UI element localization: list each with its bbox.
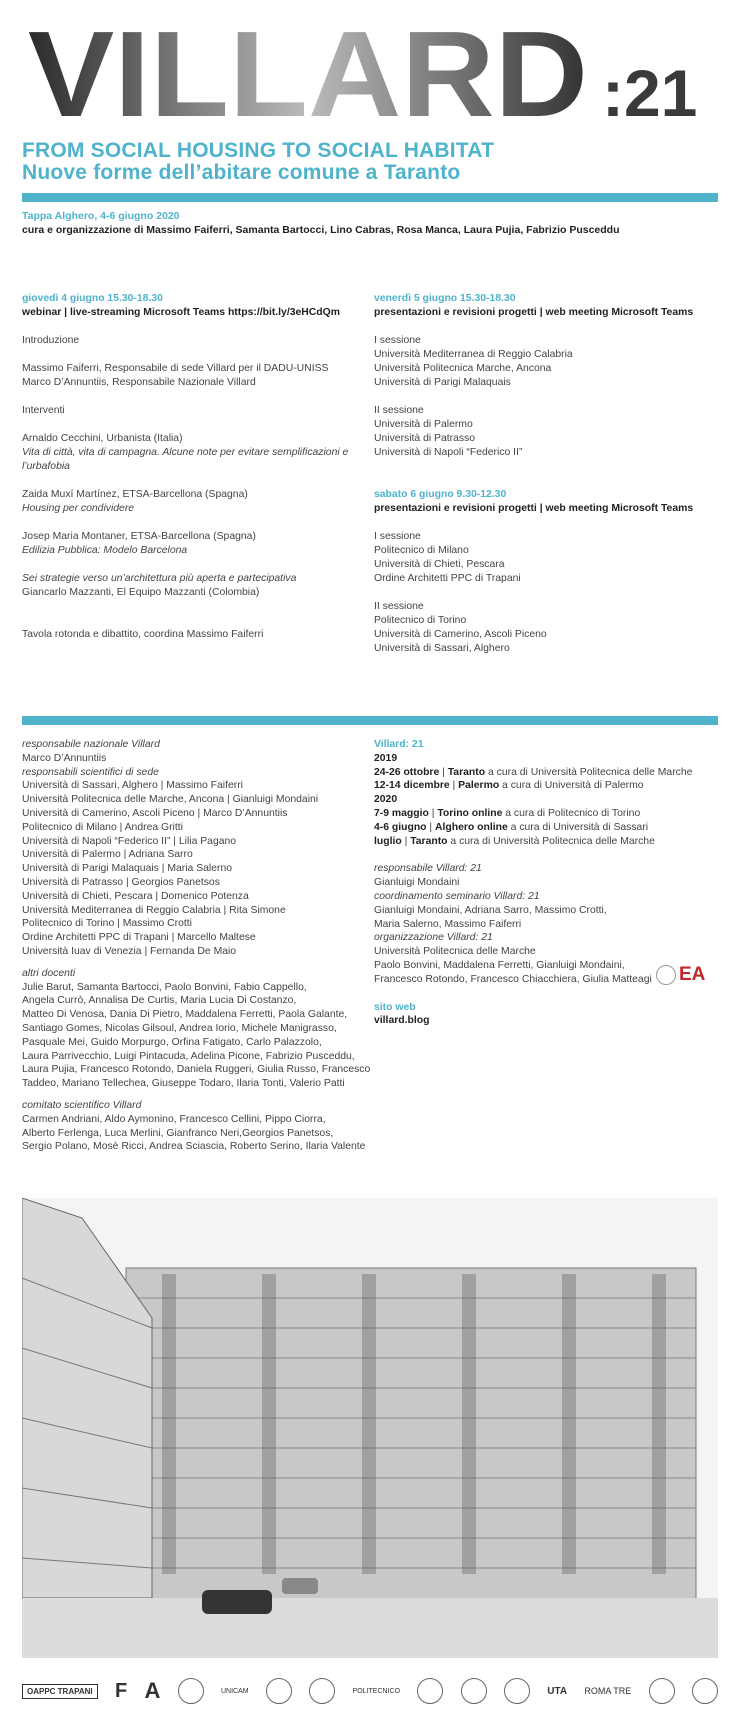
speaker-talk: Housing per condividere bbox=[22, 503, 135, 514]
tappa-text: Tappa Alghero, 4-6 giugno 2020 bbox=[22, 210, 180, 222]
unicam-logo: UNICAM bbox=[221, 1687, 249, 1695]
logo-text: VILLARD bbox=[28, 18, 588, 130]
session-item: Università di Napoli “Federico II” bbox=[374, 447, 523, 458]
intro-line: Marco D’Annuntiis, Responsabile Nazionale Villard bbox=[22, 377, 256, 388]
credits-line: Santiago Gomes, Nicolas Gilsoul, Andrea Iorio, Michele Manigrasso, bbox=[22, 1022, 337, 1034]
day-thursday: giovedì 4 giugno 15.30-18.30 bbox=[22, 293, 163, 304]
roma-tre-logo: ROMA TRE bbox=[584, 1686, 632, 1696]
divider-middle bbox=[22, 716, 718, 725]
credits-line: Università Iuav di Venezia | Fernanda De Maio bbox=[22, 945, 237, 957]
speaker-name: Josep Maria Montaner, ETSA-Barcellona (Spagna) bbox=[22, 531, 256, 542]
speaker-talk: Vita di città, vita di campagna. Alcune note per evitare semplificazioni e bbox=[22, 447, 349, 458]
credits-line: Carmen Andriani, Aldo Aymonino, Francesco Cellini, Pippo Ciorra, bbox=[22, 1113, 326, 1125]
university-seal-icon bbox=[309, 1678, 335, 1704]
event-date: 7-9 maggio bbox=[374, 807, 429, 819]
university-seal-icon bbox=[417, 1678, 443, 1704]
credits-line: Marco D’Annuntiis bbox=[22, 752, 107, 764]
session-item: Ordine Architetti PPC di Trapani bbox=[374, 573, 521, 584]
speaker-name: Giancarlo Mazzanti, El Equipo Mazzanti (Colombia) bbox=[22, 587, 260, 598]
session-item: Università di Palermo bbox=[374, 419, 473, 430]
ea-logo-text: EA bbox=[679, 964, 706, 985]
day-saturday: sabato 6 giugno 9.30-12.30 bbox=[374, 489, 507, 500]
event-city: Torino online bbox=[437, 807, 503, 819]
credits-line: Politecnico di Torino | Massimo Crotti bbox=[22, 918, 192, 930]
credits-line: Università di Napoli “Federico II” | Lilia Pagano bbox=[22, 835, 237, 847]
speaker-talk: Sei strategie verso un’architettura più aperta e partecipativa bbox=[22, 573, 297, 584]
credits-line: Università di Camerino, Ascoli Piceno | Marco D’Annuntiis bbox=[22, 807, 288, 819]
credits-line: Università di Palermo | Adriana Sarro bbox=[22, 849, 193, 861]
session-item: Università di Camerino, Ascoli Piceno bbox=[374, 629, 547, 640]
university-seal-icon bbox=[649, 1678, 675, 1704]
credits-label: responsabile nazionale Villard bbox=[22, 739, 160, 750]
credits-line: Taddeo, Mariano Tellechea, Giuseppe Todaro, Ilaria Tonti, Valerio Patti bbox=[22, 1078, 345, 1090]
cura-text: cura e organizzazione di Massimo Faiferri, Samanta Bartocci, Lino Cabras, Rosa Manca, Laura Pujia, Fabrizio Pusceddu bbox=[22, 224, 620, 236]
university-seal-icon bbox=[692, 1678, 718, 1704]
credits-line: Università di Sassari, Alghero | Massimo Faiferri bbox=[22, 780, 243, 792]
university-seal-icon bbox=[504, 1678, 530, 1704]
webinar-link[interactable]: webinar | live-streaming Microsoft Teams https://bit.ly/3eHCdQm bbox=[22, 307, 340, 318]
title-line2: Nuove forme dell’abitare comune a Taranto bbox=[22, 161, 461, 184]
program-right bbox=[374, 292, 718, 656]
f-logo: F bbox=[114, 1679, 128, 1702]
session-item: Università di Parigi Malaquais bbox=[374, 377, 511, 388]
villard-logo bbox=[24, 18, 724, 130]
ea-logo bbox=[656, 962, 716, 988]
intro-label: Introduzione bbox=[22, 335, 80, 346]
year-label: 2020 bbox=[374, 794, 398, 806]
session-item: Università Mediterranea di Reggio Calabria bbox=[374, 349, 573, 360]
credits-line: Pasquale Mei, Guido Morpurgo, Orfina Fatigato, Carlo Palazzolo, bbox=[22, 1036, 322, 1048]
ea-seal-icon bbox=[656, 965, 676, 985]
credits-line: Gianluigi Mondaini, Adriana Sarro, Massimo Crotti, bbox=[374, 904, 607, 916]
program-left bbox=[22, 292, 362, 642]
session-item: Università di Patrasso bbox=[374, 433, 476, 444]
event-date: 4-6 giugno bbox=[374, 821, 427, 833]
credits-label: responsabili scientifici di sede bbox=[22, 766, 159, 778]
day-desc: presentazioni e revisioni progetti | web meeting Microsoft Teams bbox=[374, 503, 694, 514]
event-desc: a cura di Politecnico di Torino bbox=[502, 807, 641, 819]
credits-line: Alberto Ferlenga, Luca Merlini, Gianfranco Neri,Georgios Panetsos, bbox=[22, 1127, 334, 1139]
session-item: Università di Sassari, Alghero bbox=[374, 643, 510, 654]
building-photo bbox=[22, 1198, 718, 1658]
sponsor-logos bbox=[22, 1666, 718, 1716]
event-city: Taranto bbox=[447, 766, 486, 778]
session-item: Politecnico di Torino bbox=[374, 615, 467, 626]
credits-label: responsabile Villard: 21 bbox=[374, 863, 482, 875]
intro-line: Massimo Faiferri, Responsabile di sede Villard per il DADU-UNISS bbox=[22, 363, 329, 374]
credits-line: Università di Chieti, Pescara | Domenico Potenza bbox=[22, 890, 249, 902]
divider-top bbox=[22, 193, 718, 202]
credits-line: Università Mediterranea di Reggio Calabria | Rita Simone bbox=[22, 904, 286, 916]
event-desc: a cura di Università Politecnica delle Marche bbox=[485, 766, 693, 778]
event-date: luglio bbox=[374, 835, 402, 847]
credits-line: Francesco Rotondo, Francesco Chiacchiera, Giulia Matteagi bbox=[374, 973, 652, 985]
page-title bbox=[22, 140, 494, 184]
speaker-talk: Edilizia Pubblica: Modelo Barcelona bbox=[22, 545, 188, 556]
university-seal-icon bbox=[178, 1678, 204, 1704]
credits-line: Sergio Polano, Mosè Ricci, Andrea Sciascia, Roberto Serino, Ilaria Valente bbox=[22, 1141, 366, 1153]
university-seal-icon bbox=[266, 1678, 292, 1704]
site-label: sito web bbox=[374, 1001, 416, 1013]
credits-line: Politecnico di Milano | Andrea Gritti bbox=[22, 821, 183, 833]
a-logo: A bbox=[144, 1678, 161, 1703]
interventi-label: Interventi bbox=[22, 405, 65, 416]
day-friday: venerdì 5 giugno 15.30-18.30 bbox=[374, 293, 516, 304]
credits-line: Ordine Architetti PPC di Trapani | Marcello Maltese bbox=[22, 932, 256, 944]
credits-line: Gianluigi Mondaini bbox=[374, 877, 460, 889]
event-city: Alghero online bbox=[435, 821, 508, 833]
credits-line: Julie Barut, Samanta Bartocci, Paolo Bonvini, Fabio Cappello, bbox=[22, 981, 307, 993]
session-item: Università Politecnica Marche, Ancona bbox=[374, 363, 552, 374]
speaker-name: Arnaldo Cecchini, Urbanista (Italia) bbox=[22, 433, 183, 444]
uta-logo: UTA bbox=[547, 1685, 568, 1697]
year-label: 2019 bbox=[374, 752, 398, 764]
session-item: Università di Chieti, Pescara bbox=[374, 559, 505, 570]
villard21-label: Villard: 21 bbox=[374, 739, 424, 750]
session-item: Politecnico di Milano bbox=[374, 545, 469, 556]
credits-line: Paolo Bonvini, Maddalena Ferretti, Gianluigi Mondaini, bbox=[374, 959, 625, 971]
session-label: I sessione bbox=[374, 335, 421, 346]
credits-line: Università di Parigi Malaquais | Maria Salerno bbox=[22, 863, 233, 875]
credits-line: Università Politecnica delle Marche, Ancona | Gianluigi Mondaini bbox=[22, 794, 319, 806]
politecnico-logo: POLITECNICO bbox=[352, 1687, 401, 1695]
event-city: Palermo bbox=[458, 780, 500, 792]
event-desc: a cura di Università Politecnica delle Marche bbox=[447, 835, 655, 847]
credits-line: Maria Salerno, Massimo Faiferri bbox=[374, 918, 522, 930]
credits-line: Laura Pujia, Francesco Rotondo, Daniela Ruggeri, Giulia Russo, Francesco bbox=[22, 1064, 371, 1076]
title-line1: FROM SOCIAL HOUSING TO SOCIAL HABITAT bbox=[22, 139, 495, 162]
credits-line: Matteo Di Venosa, Dania Di Pietro, Maddalena Ferretti, Paola Galante, bbox=[22, 1009, 348, 1021]
site-link[interactable]: villard.blog bbox=[374, 1015, 430, 1027]
day-desc: presentazioni e revisioni progetti | web meeting Microsoft Teams bbox=[374, 307, 694, 318]
session-label: II sessione bbox=[374, 405, 424, 416]
event-desc: a cura di Università di Palermo bbox=[499, 780, 644, 792]
event-desc: a cura di Università di Sassari bbox=[507, 821, 649, 833]
credits-line: Università di Patrasso | Georgios Panetsos bbox=[22, 876, 220, 888]
credits-right: Villard: 21 2019 24-26 ottobre | Taranto a cura di Università Politecnica delle Marche 12-14 dicembre | Palermo a cura di Università di Palermo 2020 7-9 maggio | Torino online a cura di Politecnico di Torino 4-6 giugno | Alghero online a cura di Università di Sassari luglio | Taranto a cura di Università Politecnica delle Marche responsabile Villard: 21 Gianluigi Mondaini coordinamento seminario Villard: 21 Gianluigi Mondaini, Adriana Sarro, Massimo Crotti, Maria Salerno, Massimo Faiferri organizzazione Villard: 21 Università Politecnica delle Marche Paolo Bonvini, Maddalena Ferretti, Gianluigi Mondaini, Francesco Rotondo, Francesco Chiacchiera, Giulia Matteagi sito web villard.blog bbox=[374, 739, 693, 1027]
logo-suffix: :21 bbox=[602, 56, 698, 130]
oappc-logo: OAPPC TRAPANI bbox=[22, 1684, 98, 1699]
credits-label: comitato scientifico Villard bbox=[22, 1099, 142, 1111]
credits-left bbox=[22, 738, 372, 1154]
speaker-name: Zaida Muxí Martínez, ETSA-Barcellona (Spagna) bbox=[22, 489, 248, 500]
university-seal-icon bbox=[461, 1678, 487, 1704]
event-city: Taranto bbox=[410, 835, 448, 847]
event-date: 24-26 ottobre bbox=[374, 766, 440, 778]
session-label: II sessione bbox=[374, 601, 424, 612]
event-date: 12-14 dicembre bbox=[374, 780, 450, 792]
credits-line: Università Politecnica delle Marche bbox=[374, 946, 536, 958]
credits-label: organizzazione Villard: 21 bbox=[374, 932, 493, 944]
credits-line: Laura Parrivecchio, Luigi Pintacuda, Adelina Picone, Fabrizio Pusceddu, bbox=[22, 1050, 355, 1062]
credits-label: coordinamento seminario Villard: 21 bbox=[374, 890, 540, 902]
credits-line: Angela Currò, Annalisa De Curtis, Maria Lucia Di Costanzo, bbox=[22, 995, 297, 1007]
speaker-talk: l’urbafobia bbox=[22, 461, 70, 472]
round-table: Tavola rotonda e dibattito, coordina Massimo Faiferri bbox=[22, 629, 264, 640]
session-label: I sessione bbox=[374, 531, 421, 542]
credits-label: altri docenti bbox=[22, 967, 76, 979]
